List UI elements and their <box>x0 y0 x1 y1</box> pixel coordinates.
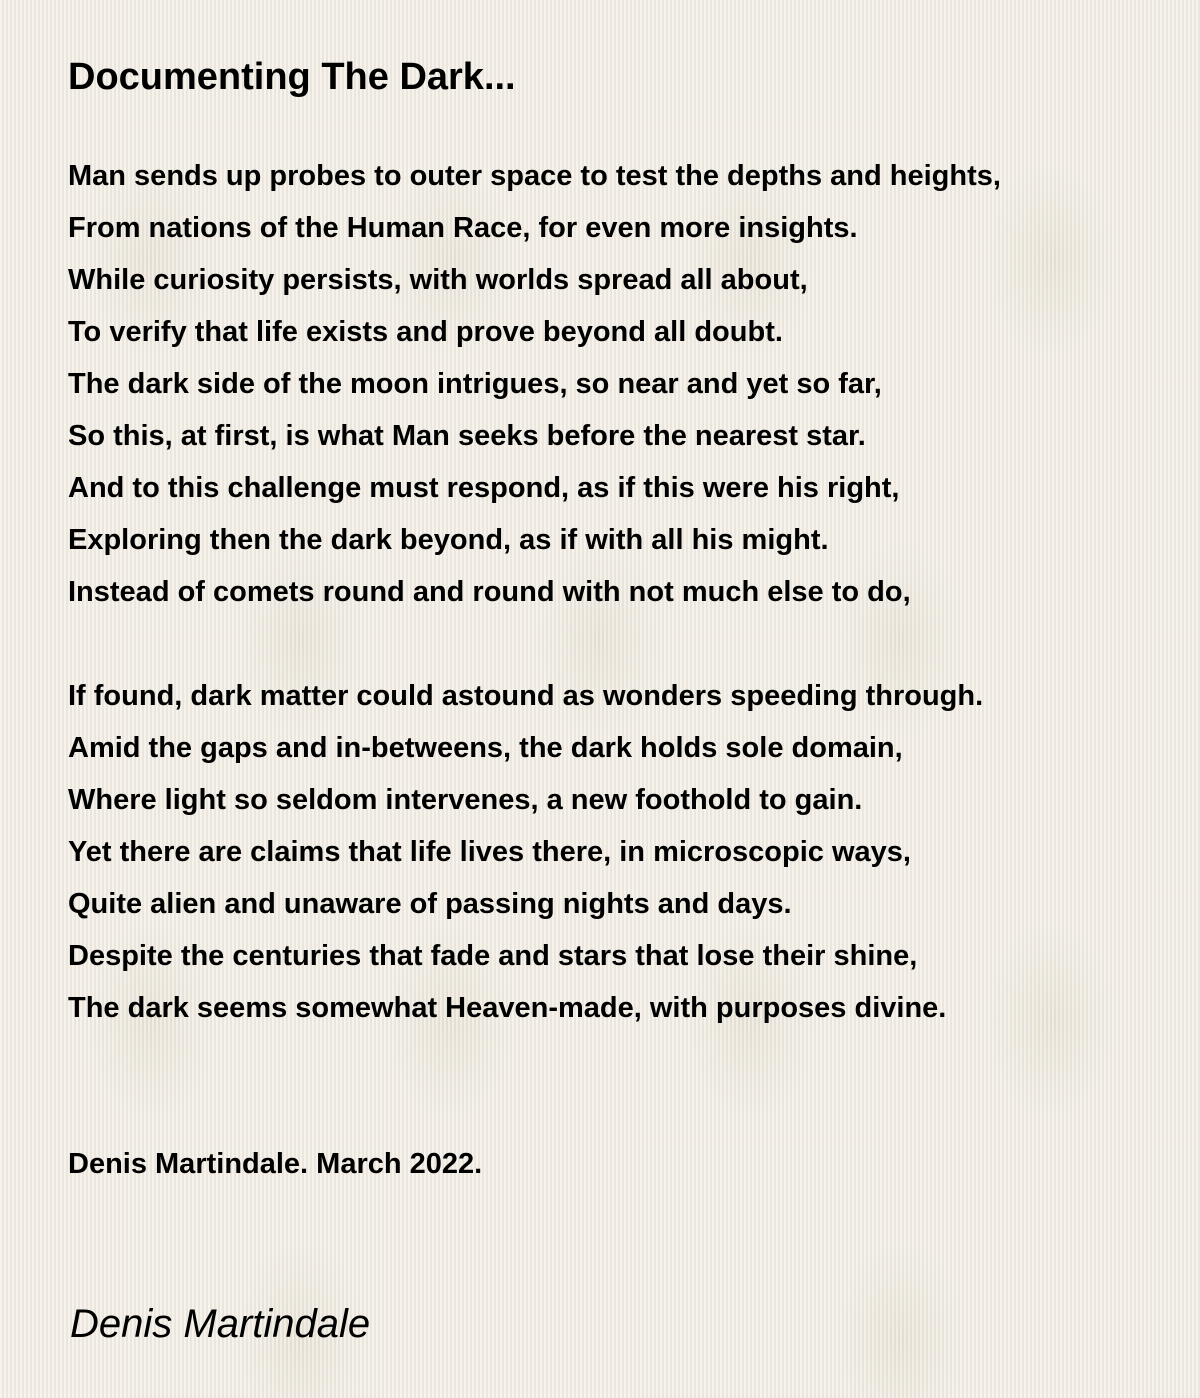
poem-line: So this, at first, is what Man seeks before the nearest star. <box>68 420 866 452</box>
stanza-1 <box>68 150 1178 618</box>
poem-line: Despite the centuries that fade and stars that lose their shine, <box>68 940 918 972</box>
poem-line: Exploring then the dark beyond, as if with all his might. <box>68 524 829 556</box>
poem-line: If found, dark matter could astound as wonders speeding through. <box>68 680 984 712</box>
poem-body <box>68 150 1178 1034</box>
poem-line: Yet there are claims that life lives there, in microscopic ways, <box>68 836 911 868</box>
poem-line: From nations of the Human Race, for even more insights. <box>68 212 858 244</box>
poem-line: To verify that life exists and prove beyond all doubt. <box>68 316 783 348</box>
poem-line: And to this challenge must respond, as if this were his right, <box>68 472 900 504</box>
poem-line: The dark side of the moon intrigues, so near and yet so far, <box>68 368 882 400</box>
stanza-2 <box>68 670 1178 1034</box>
poem-title: Documenting The Dark... <box>68 56 516 98</box>
poem-line: Amid the gaps and in-betweens, the dark holds sole domain, <box>68 732 903 764</box>
author-name[interactable]: Denis Martindale <box>70 1302 371 1346</box>
poem-credit-line: Denis Martindale. March 2022. <box>68 1148 483 1180</box>
poem-line: While curiosity persists, with worlds spread all about, <box>68 264 808 296</box>
poem-line: Quite alien and unaware of passing nights and days. <box>68 888 792 920</box>
poem-line: Where light so seldom intervenes, a new foothold to gain. <box>68 784 863 816</box>
poem-line: Man sends up probes to outer space to test the depths and heights, <box>68 160 1001 192</box>
poem-line: Instead of comets round and round with not much else to do, <box>68 576 911 608</box>
poem-line: The dark seems somewhat Heaven-made, with purposes divine. <box>68 992 947 1024</box>
